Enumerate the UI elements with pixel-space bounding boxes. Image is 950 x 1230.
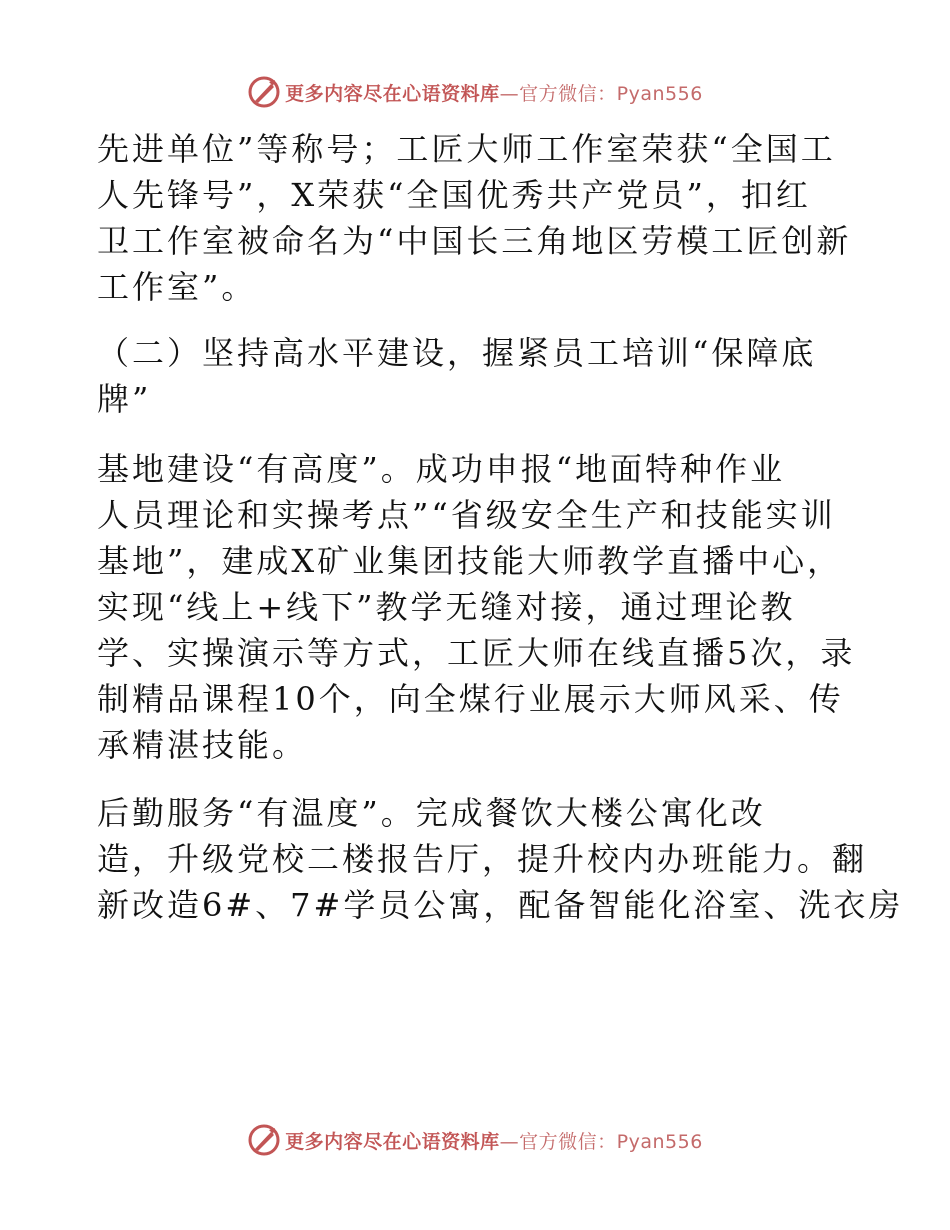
quill-logo-icon: [247, 75, 281, 109]
footer-watermark: [0, 1120, 950, 1160]
paragraph-base-construction: [97, 446, 857, 768]
watermark-text: 更多内容尽在心语资料库—官方微信：Pyan556: [285, 82, 703, 105]
quill-logo-icon: [247, 1123, 281, 1157]
text-line: 牌”: [97, 380, 152, 418]
text-line: 人员理论和实操考点”“省级安全生产和技能实训: [97, 496, 836, 534]
text-line: 工作室”。: [97, 268, 257, 306]
text-line: 卫工作室被命名为“中国长三角地区劳模工匠创新: [97, 222, 852, 260]
text-line: 承精湛技能。: [97, 726, 308, 764]
watermark-text: 更多内容尽在心语资料库—官方微信：Pyan556: [285, 1130, 703, 1153]
paragraph-logistics: [97, 790, 904, 928]
text-line: 实现“线上+线下”教学无缝对接，通过理论教: [97, 588, 796, 626]
text-line: 造，升级党校二楼报告厅，提升校内办班能力。翻: [97, 840, 868, 878]
text-line: 新改造6#、7#学员公寓，配备智能化浴室、洗衣房: [97, 886, 904, 924]
text-line: 制精品课程10个，向全煤行业展示大师风采、传: [97, 680, 844, 718]
text-line: 人先锋号”，X荣获“全国优秀共产党员”，扣红: [97, 176, 811, 214]
header-watermark: [0, 72, 950, 112]
text-line: 基地建设“有高度”。成功申报“地面特种作业: [97, 450, 786, 488]
text-line: （二）坚持高水平建设，握紧员工培训“保障底: [97, 334, 817, 372]
section-heading: [97, 330, 857, 422]
text-line: 基地”，建成X矿业集团技能大师教学直播中心，: [97, 542, 843, 580]
document-body: [97, 126, 904, 928]
paragraph-honors: [97, 126, 857, 310]
text-line: 学、实操演示等方式，工匠大师在线直播5次，录: [97, 634, 856, 672]
text-line: 后勤服务“有温度”。完成餐饮大楼公寓化改: [97, 794, 766, 832]
text-line: 先进单位”等称号；工匠大师工作室荣获“全国工: [97, 130, 836, 168]
